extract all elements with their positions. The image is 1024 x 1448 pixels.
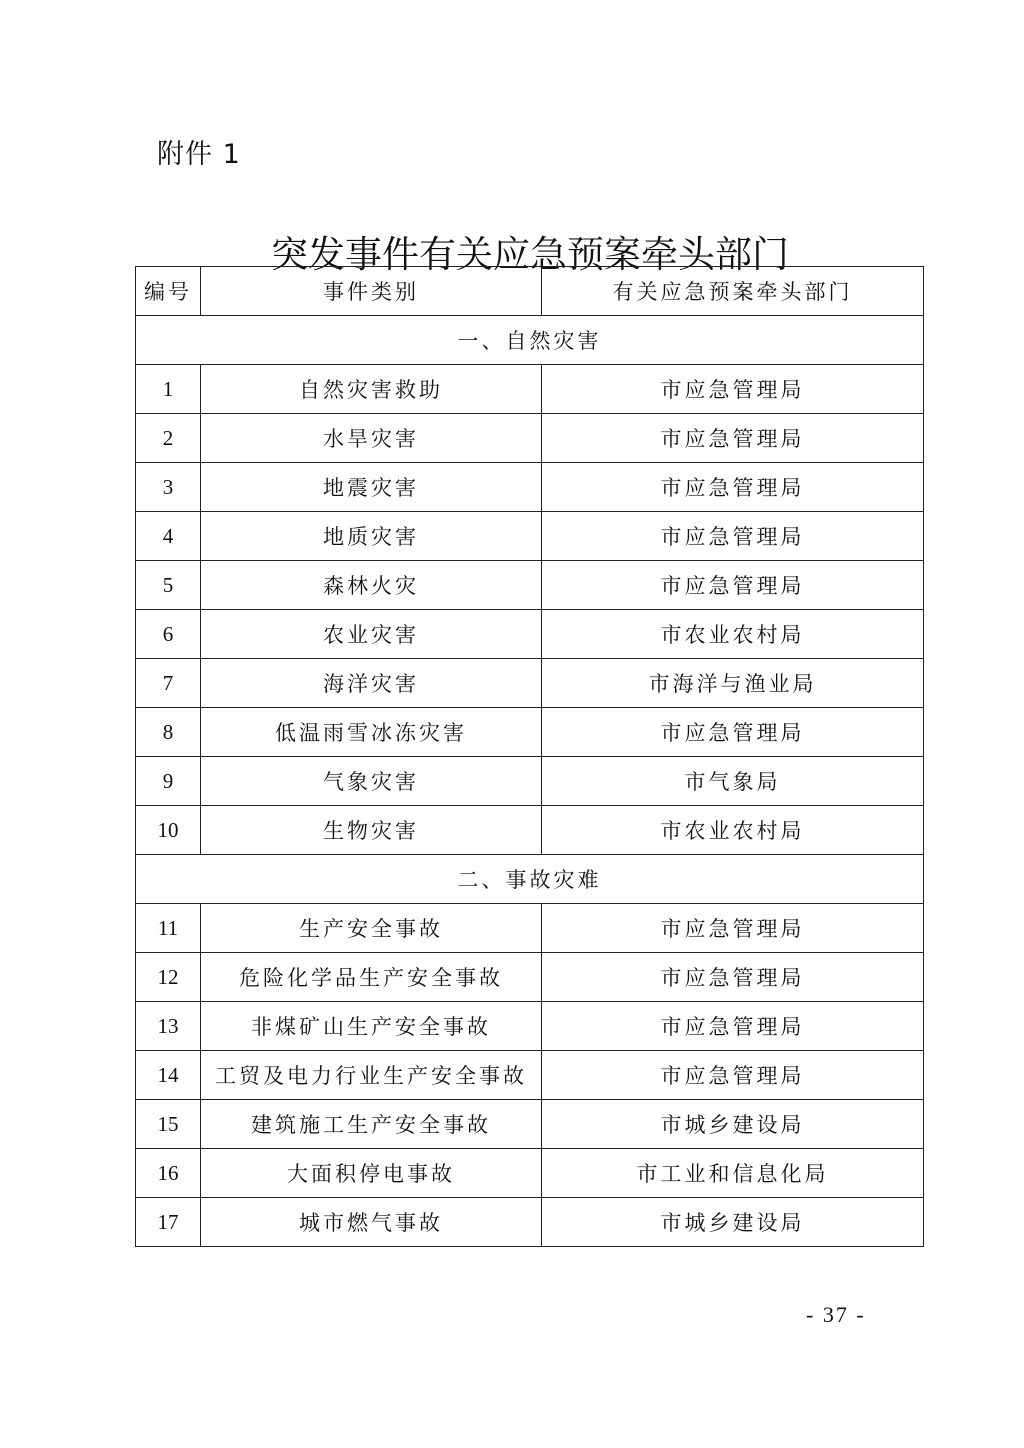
section-heading: 一、自然灾害 bbox=[136, 316, 924, 365]
row-department: 市应急管理局 bbox=[542, 1051, 924, 1100]
row-category: 建筑施工生产安全事故 bbox=[201, 1100, 542, 1149]
row-category: 危险化学品生产安全事故 bbox=[201, 953, 542, 1002]
row-department: 市工业和信息化局 bbox=[542, 1149, 924, 1198]
table-row bbox=[136, 512, 924, 561]
row-category: 自然灾害救助 bbox=[201, 365, 542, 414]
row-department: 市应急管理局 bbox=[542, 414, 924, 463]
row-department: 市海洋与渔业局 bbox=[542, 659, 924, 708]
section-heading: 二、事故灾难 bbox=[136, 855, 924, 904]
row-number: 9 bbox=[136, 757, 201, 806]
row-number: 10 bbox=[136, 806, 201, 855]
page-number: - 37 - bbox=[806, 1302, 866, 1327]
row-category: 水旱灾害 bbox=[201, 414, 542, 463]
row-category: 非煤矿山生产安全事故 bbox=[201, 1002, 542, 1051]
table-row bbox=[136, 708, 924, 757]
row-number: 17 bbox=[136, 1198, 201, 1247]
table-row bbox=[136, 365, 924, 414]
row-department: 市城乡建设局 bbox=[542, 1100, 924, 1149]
row-number: 12 bbox=[136, 953, 201, 1002]
header-department: 有关应急预案牵头部门 bbox=[542, 267, 924, 316]
section-heading-row bbox=[136, 316, 924, 365]
row-department: 市农业农村局 bbox=[542, 806, 924, 855]
table-row bbox=[136, 1198, 924, 1247]
row-department: 市应急管理局 bbox=[542, 463, 924, 512]
table-row bbox=[136, 1051, 924, 1100]
row-number: 2 bbox=[136, 414, 201, 463]
table-row bbox=[136, 1149, 924, 1198]
row-department: 市应急管理局 bbox=[542, 1002, 924, 1051]
table-row bbox=[136, 757, 924, 806]
table-row bbox=[136, 1100, 924, 1149]
row-number: 14 bbox=[136, 1051, 201, 1100]
table-row bbox=[136, 561, 924, 610]
row-category: 气象灾害 bbox=[201, 757, 542, 806]
row-number: 13 bbox=[136, 1002, 201, 1051]
header-category: 事件类别 bbox=[201, 267, 542, 316]
row-category: 森林火灾 bbox=[201, 561, 542, 610]
row-department: 市应急管理局 bbox=[542, 904, 924, 953]
table-row bbox=[136, 806, 924, 855]
row-department: 市城乡建设局 bbox=[542, 1198, 924, 1247]
table-row bbox=[136, 659, 924, 708]
row-department: 市应急管理局 bbox=[542, 708, 924, 757]
row-category: 城市燃气事故 bbox=[201, 1198, 542, 1247]
table-row bbox=[136, 610, 924, 659]
row-number: 3 bbox=[136, 463, 201, 512]
row-category: 低温雨雪冰冻灾害 bbox=[201, 708, 542, 757]
table-row bbox=[136, 414, 924, 463]
header-number: 编号 bbox=[136, 267, 201, 316]
row-department: 市应急管理局 bbox=[542, 512, 924, 561]
row-department: 市应急管理局 bbox=[542, 365, 924, 414]
emergency-plan-table bbox=[135, 266, 924, 1247]
table-row bbox=[136, 1002, 924, 1051]
row-number: 6 bbox=[136, 610, 201, 659]
row-number: 5 bbox=[136, 561, 201, 610]
row-department: 市气象局 bbox=[542, 757, 924, 806]
row-department: 市农业农村局 bbox=[542, 610, 924, 659]
row-category: 大面积停电事故 bbox=[201, 1149, 542, 1198]
row-department: 市应急管理局 bbox=[542, 953, 924, 1002]
row-number: 8 bbox=[136, 708, 201, 757]
row-number: 11 bbox=[136, 904, 201, 953]
row-number: 16 bbox=[136, 1149, 201, 1198]
document-title: 突发事件有关应急预案牵头部门 bbox=[271, 233, 789, 276]
row-number: 15 bbox=[136, 1100, 201, 1149]
row-category: 工贸及电力行业生产安全事故 bbox=[201, 1051, 542, 1100]
table-row bbox=[136, 953, 924, 1002]
table-row bbox=[136, 463, 924, 512]
row-category: 生产安全事故 bbox=[201, 904, 542, 953]
row-category: 地质灾害 bbox=[201, 512, 542, 561]
row-category: 生物灾害 bbox=[201, 806, 542, 855]
row-category: 地震灾害 bbox=[201, 463, 542, 512]
row-department: 市应急管理局 bbox=[542, 561, 924, 610]
attachment-label: 附件 1 bbox=[157, 139, 241, 170]
section-heading-row bbox=[136, 855, 924, 904]
row-category: 海洋灾害 bbox=[201, 659, 542, 708]
table-header-row bbox=[136, 267, 924, 316]
row-category: 农业灾害 bbox=[201, 610, 542, 659]
table-row bbox=[136, 904, 924, 953]
row-number: 1 bbox=[136, 365, 201, 414]
row-number: 7 bbox=[136, 659, 201, 708]
row-number: 4 bbox=[136, 512, 201, 561]
